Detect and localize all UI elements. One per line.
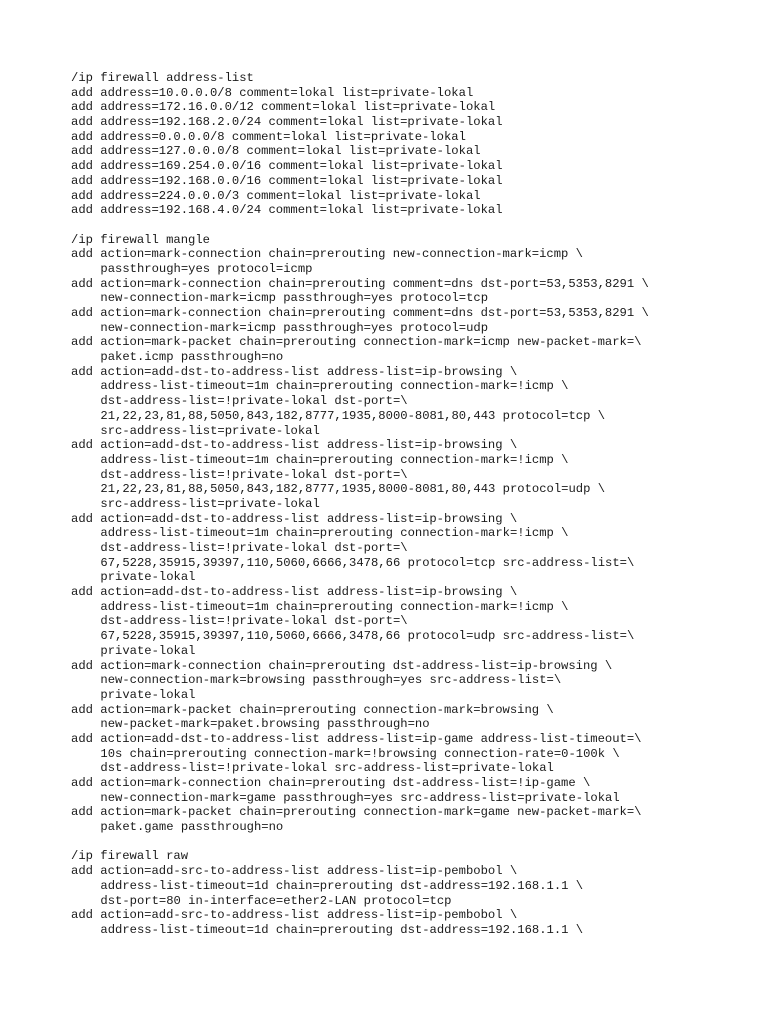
command-block [71,864,751,908]
command-block [71,908,751,937]
continuation-line: address-list-timeout=1m chain=prerouting connection-mark=!icmp \ [100,599,569,614]
continuation-line: paket.icmp passthrough=no [100,350,284,365]
command-block [71,100,751,115]
command-block [71,512,751,585]
command-line: add address=172.16.0.0/12 comment=lokal list=private-lokal [71,100,496,115]
continuation-line: dst-port=80 in-interface=ether2-LAN protocol=tcp [100,893,452,908]
continuation-line: 10s chain=prerouting connection-mark=!browsing connection-rate=0-100k \ [100,746,620,761]
command-line: add action=mark-packet chain=prerouting connection-mark=game new-packet-mark=\ [71,805,642,820]
command-line: add address=192.168.0.0/16 comment=lokal list=private-lokal [71,173,503,188]
command-block [71,805,751,834]
command-block [71,203,751,218]
command-line: add address=0.0.0.0/8 comment=lokal list=private-lokal [71,129,466,144]
command-block [71,159,751,174]
command-block [71,86,751,101]
continuation-line: src-address-list=private-lokal [100,423,320,438]
section-header: /ip firewall address-list [71,71,254,85]
config-section [71,233,751,835]
command-block [71,438,751,511]
continuation-line: address-list-timeout=1m chain=prerouting connection-mark=!icmp \ [100,452,569,467]
command-block [71,144,751,159]
continuation-line: new-connection-mark=browsing passthrough=yes src-address-list=\ [100,673,562,688]
continuation-line: private-lokal [100,643,196,658]
command-line: add action=mark-packet chain=prerouting connection-mark=browsing \ [71,702,554,717]
document-page [71,71,751,938]
command-line: add action=add-dst-to-address-list address-list=ip-game address-list-timeout=\ [71,731,642,746]
continuation-line: address-list-timeout=1d chain=prerouting dst-address=192.168.1.1 \ [100,878,584,893]
command-line: add address=169.254.0.0/16 comment=lokal list=private-lokal [71,159,503,174]
command-block [71,659,751,703]
command-line: add address=192.168.2.0/24 comment=lokal list=private-lokal [71,115,503,130]
command-block [71,306,751,335]
continuation-line: dst-address-list=!private-lokal dst-port=\ [100,541,408,555]
command-line: add action=add-src-to-address-list address-list=ip-pembobol \ [71,864,518,879]
continuation-line: src-address-list=private-lokal [100,496,320,511]
continuation-line: address-list-timeout=1m chain=prerouting connection-mark=!icmp \ [100,379,569,394]
section-header: /ip firewall raw [71,849,189,864]
command-line: add action=mark-connection chain=prerouting dst-address-list=ip-browsing \ [71,658,613,673]
continuation-line: address-list-timeout=1d chain=prerouting dst-address=192.168.1.1 \ [100,922,584,937]
continuation-line: 67,5228,35915,39397,110,5060,6666,3478,66 protocol=udp src-address-list=\ [100,629,635,644]
command-line: add action=mark-connection chain=prerouting comment=dns dst-port=53,5353,8291 \ [71,306,649,320]
command-line: add action=add-dst-to-address-list address-list=ip-browsing \ [71,364,518,379]
command-line: add action=mark-connection chain=prerouting comment=dns dst-port=53,5353,8291 \ [71,276,649,291]
command-line: add action=mark-packet chain=prerouting connection-mark=icmp new-packet-mark=\ [71,335,642,350]
command-block [71,277,751,306]
command-block [71,130,751,145]
command-line: add address=10.0.0.0/8 comment=lokal list=private-lokal [71,85,474,100]
command-line: add action=add-dst-to-address-list address-list=ip-browsing \ [71,438,518,453]
continuation-line: dst-address-list=!private-lokal dst-port=\ [100,614,408,629]
continuation-line: new-connection-mark=icmp passthrough=yes protocol=tcp [100,291,489,306]
command-line: add action=mark-connection chain=prerouting new-connection-mark=icmp \ [71,247,583,262]
continuation-line: dst-address-list=!private-lokal dst-port=\ [100,394,408,409]
command-line: add address=127.0.0.0/8 comment=lokal list=private-lokal [71,144,481,159]
command-block [71,732,751,776]
continuation-line: address-list-timeout=1m chain=prerouting connection-mark=!icmp \ [100,526,569,541]
continuation-line: new-connection-mark=game passthrough=yes src-address-list=private-lokal [100,790,620,805]
command-block [71,585,751,658]
continuation-line: new-packet-mark=paket.browsing passthrough=no [100,717,430,732]
command-line: add action=mark-connection chain=prerouting dst-address-list=!ip-game \ [71,776,591,790]
continuation-line: 21,22,23,81,88,5050,843,182,8777,1935,8000-8081,80,443 protocol=udp \ [100,482,606,497]
command-line: add action=add-dst-to-address-list address-list=ip-browsing \ [71,585,518,600]
command-block [71,189,751,204]
continuation-line: paket.game passthrough=no [100,820,284,835]
continuation-line: dst-address-list=!private-lokal dst-port=\ [100,467,408,482]
command-line: add action=add-src-to-address-list address-list=ip-pembobol \ [71,908,518,923]
command-block [71,247,751,276]
command-block [71,335,751,364]
continuation-line: passthrough=yes protocol=icmp [100,261,313,276]
continuation-line: 67,5228,35915,39397,110,5060,6666,3478,66 protocol=tcp src-address-list=\ [100,555,635,570]
command-block [71,365,751,438]
command-line: add address=192.168.4.0/24 comment=lokal list=private-lokal [71,203,503,218]
config-section [71,849,751,937]
continuation-line: private-lokal [100,687,196,702]
continuation-line: private-lokal [100,570,196,585]
command-block [71,703,751,732]
command-block [71,174,751,189]
command-line: add action=add-dst-to-address-list address-list=ip-browsing \ [71,511,518,526]
command-block [71,776,751,805]
command-line: add address=224.0.0.0/3 comment=lokal list=private-lokal [71,188,481,203]
continuation-line: new-connection-mark=icmp passthrough=yes protocol=udp [100,320,489,335]
continuation-line: 21,22,23,81,88,5050,843,182,8777,1935,8000-8081,80,443 protocol=tcp \ [100,408,606,423]
continuation-line: dst-address-list=!private-lokal src-address-list=private-lokal [100,761,554,776]
section-header: /ip firewall mangle [71,232,210,247]
config-section [71,71,751,218]
command-block [71,115,751,130]
